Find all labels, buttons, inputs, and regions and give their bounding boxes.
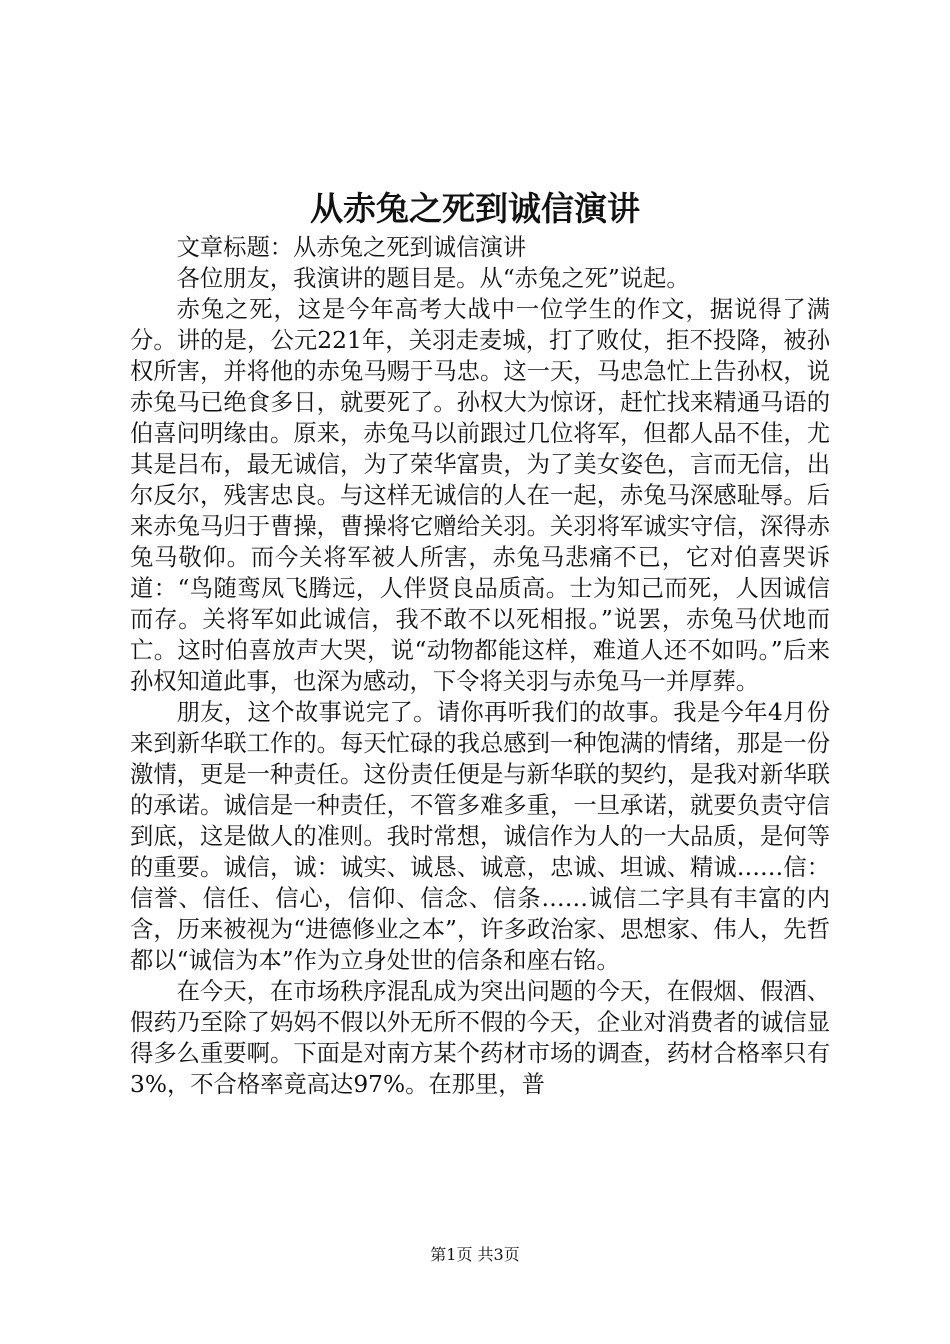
- paragraph-today: 在今天，在市场秩序混乱成为突出问题的今天，在假烟、假酒、假药乃至除了妈妈不假以外无所不假的今天，企业对消费者的诚信显得多么重要啊。下面是对南方某个药材市场的调查，药材合格率只有3%，不合格率竟高达97%。在那里，普: [130, 978, 830, 1098]
- document-title: 从赤兔之死到诚信演讲: [310, 189, 640, 228]
- document-body: [130, 232, 830, 1100]
- page-footer: 第1页 共3页: [430, 1245, 520, 1264]
- paragraph-greeting: 各位朋友，我演讲的题目是。从“赤兔之死”说起。: [176, 265, 690, 292]
- paragraph-article-title: 文章标题：从赤兔之死到诚信演讲: [176, 234, 527, 261]
- paragraph-our-story: 朋友，这个故事说完了。请你再听我们的故事。我是今年4月份来到新华联工作的。每天忙碌的我总感到一种饱满的情绪，那是一份激情，更是一种责任。这份责任便是与新华联的契约，是我对新华联的承诺。诚信是一种责任，不管多难多重，一旦承诺，就要负责守信到底，这是做人的准则。我时常想，诚信作为人的一大品质，是何等的重要。诚信，诚：诚实、诚恳、诚意，忠诚、坦诚、精诚……信：信誉、信任、信心，信仰、信念、信条……诚信二字具有丰富的内含，历来被视为“进德修业之本”，许多政治家、思想家、伟人，先哲都以“诚信为本”作为立身处世的信条和座右铭。: [130, 699, 830, 974]
- paragraph-story: 赤兔之死，这是今年高考大战中一位学生的作文，据说得了满分。讲的是，公元221年，关羽走麦城，打了败仗，拒不投降，被孙权所害，并将他的赤兔马赐于马忠。这一天，马忠急忙上告孙权，说赤兔马已绝食多日，就要死了。孙权大为惊讶，赶忙找来精通马语的伯喜问明缘由。原来，赤兔马以前跟过几位将军，但都人品不佳，尤其是吕布，最无诚信，为了荣华富贵，为了美女姿色，言而无信，出尔反尔，残害忠良。与这样无诚信的人在一起，赤兔马深感耻辱。后来赤兔马归于曹操，曹操将它赠给关羽。关羽将军诚实守信，深得赤兔马敬仰。而今关将军被人所害，赤兔马悲痛不已，它对伯喜哭诉道：“鸟随鸾凤飞腾远，人伴贤良品质高。士为知己而死，人因诚信而存。关将军如此诚信，我不敢不以死相报。”说罢，赤兔马伏地而亡。这时伯喜放声大哭，说“动物都能这样，难道人还不如吗。”后来孙权知道此事，也深为感动，下令将关羽与赤兔马一并厚葬。: [130, 296, 830, 695]
